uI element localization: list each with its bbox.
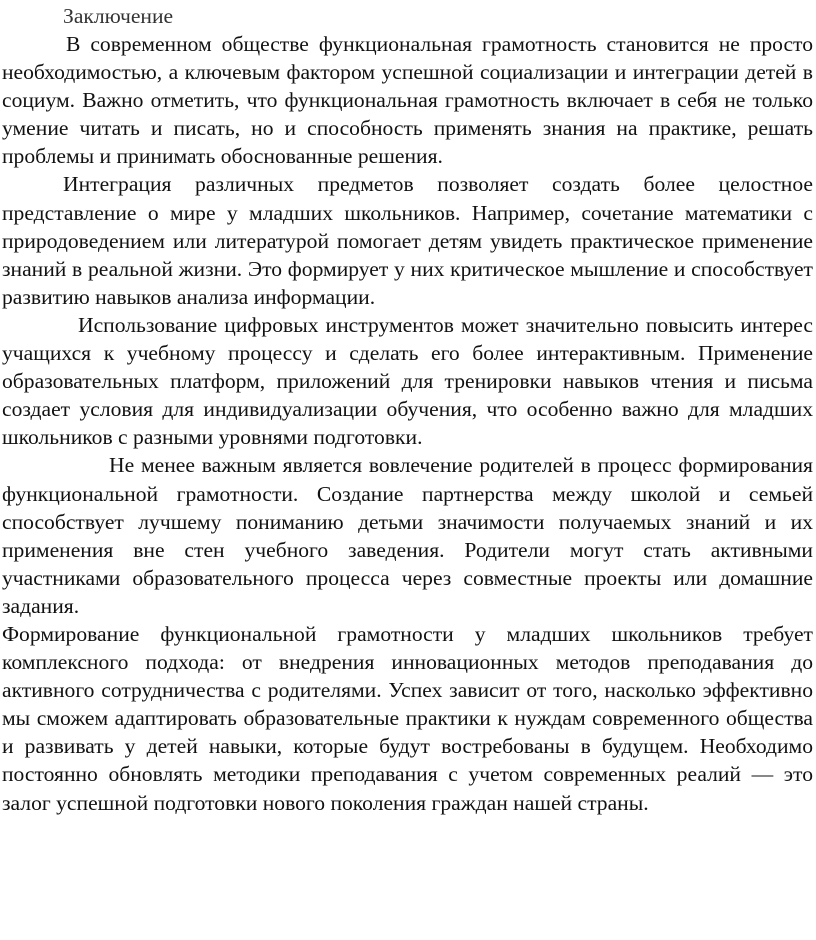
paragraph-1: В современном обществе функциональная грамотность становится не просто необходимостью, а ключевым фактором успешной социализации и интеграции детей в социум. Важно отметить, что функциональная грамотность включает в себя не только умение читать и писать, но и способность применять знания на практике, решать проблемы и принимать обоснованные решения. xyxy=(2,32,813,169)
paragraph-3: Использование цифровых инструментов может значительно повысить интерес учащихся к учебному процессу и сделать его более интерактивным. Применение образовательных платформ, приложений для тренировки навыков чтения и письма создает условия для индивидуализации обучения, что особенно важно для младших школьников с разными уровнями подготовки. xyxy=(2,312,813,450)
section-heading: Заключение xyxy=(63,4,174,28)
paragraph-2: Интеграция различных предметов позволяет создать более целостное представление о мире у младших школьников. Например, сочетание математики с природоведением или литературой помогает детям увидеть практическое применение знаний в реальной жизни. Это формирует у них критическое мышление и способствует развитию навыков анализа информации. xyxy=(2,172,813,309)
document-page xyxy=(2,2,813,817)
paragraph-5: Формирование функциональной грамотности у младших школьников требует комплексного подхода: от внедрения инновационных методов преподавания до активного сотрудничества с родителями. Успех зависит от того, насколько эффективно мы сможем адаптировать образовательные практики к нуждам современного общества и развивать у детей навыки, которые будут востребованы в будущем. Необходимо постоянно обновлять методики преподавания с учетом современных реалий — это залог успешной подготовки нового поколения граждан нашей страны. xyxy=(2,621,813,815)
paragraph-4: Не менее важным является вовлечение родителей в процесс формирования функциональной грамотности. Создание партнерства между школой и семьей способствует лучшему пониманию детьми значимости получаемых знаний и их применения вне стен учебного заведения. Родители могут стать активными участниками образовательного процесса через совместные проекты или домашние задания. xyxy=(2,453,813,618)
